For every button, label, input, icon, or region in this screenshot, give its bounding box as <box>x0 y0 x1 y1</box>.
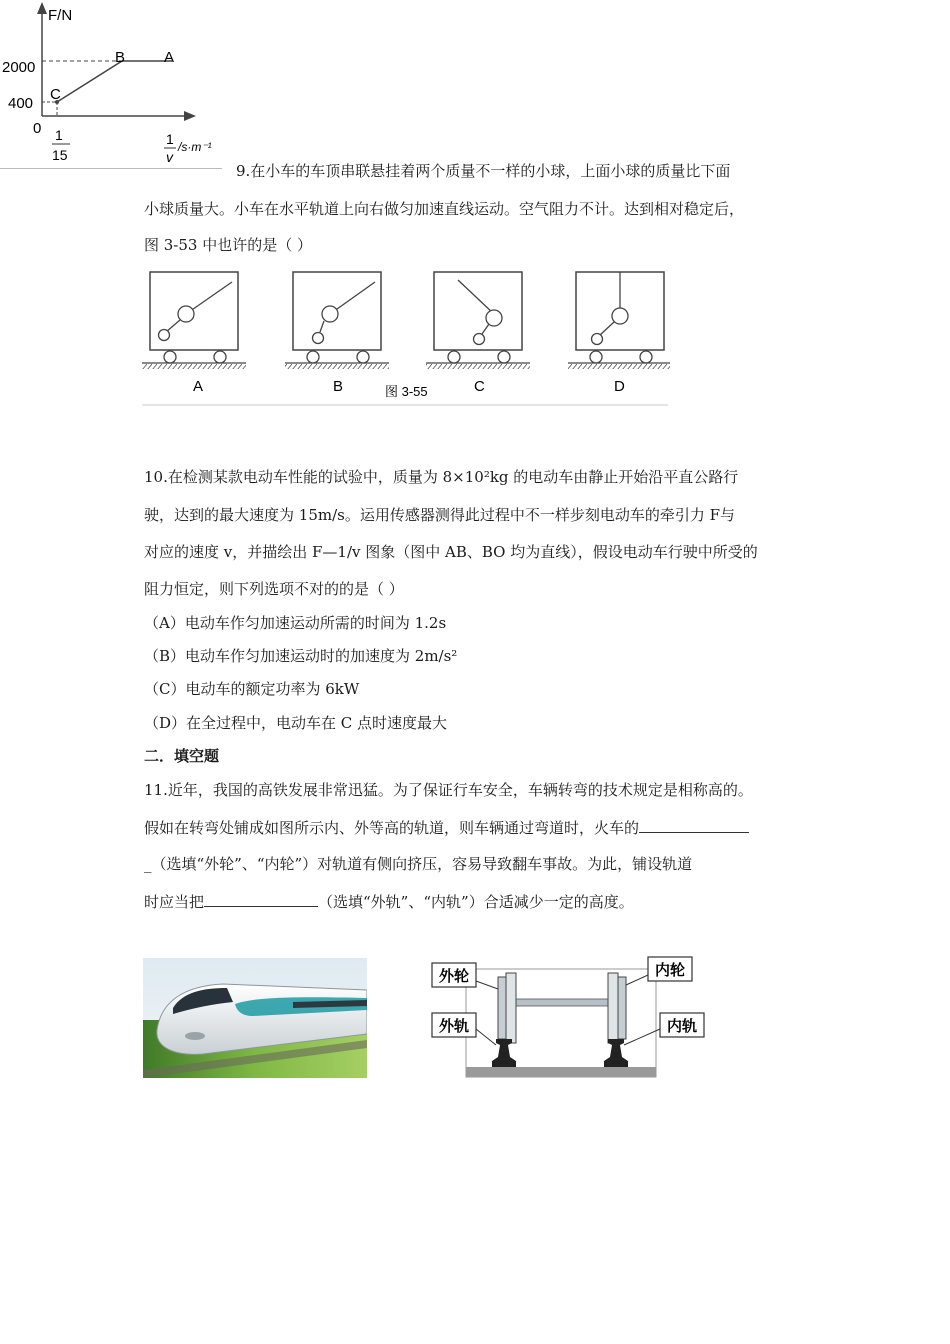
x-axis-denominator: v <box>166 149 173 165</box>
q9-line-3: 图 3-53 中也许的是（ ） <box>144 236 313 254</box>
origin-label: 0 <box>33 120 42 137</box>
q10-option-b: （B）电动车作匀加速运动时的加速度为 2m/s² <box>144 647 458 665</box>
q10-option-a: （A）电动车作匀加速运动所需的时间为 1.2s <box>144 614 447 632</box>
q11-line-1: 11.近年，我国的高铁发展非常迅猛。为了保证行车安全，车辆转弯的技术规定是相称高的。 <box>144 781 753 799</box>
label-outer-wheel: 外轮 <box>439 968 470 985</box>
x-tick-numerator: 1 <box>55 127 63 143</box>
x-axis-numerator: 1 <box>166 131 174 147</box>
y-tick-2000: 2000 <box>2 59 36 76</box>
rail-wheel-diagram <box>430 955 710 1080</box>
section-title: 二．填空题 <box>144 747 220 765</box>
x-tick-denominator: 15 <box>52 147 68 163</box>
q10-option-c: （C）电动车的额定功率为 6kW <box>144 680 360 698</box>
answer-blank-1[interactable] <box>639 817 749 833</box>
divider-line <box>0 168 222 169</box>
point-a-label: A <box>164 49 175 66</box>
cart-pendulum-figure <box>142 268 670 408</box>
q10-line-3: 对应的速度 v，并描绘出 F—1/v 图象（图中 AB、BO 均为直线），假设电动车行驶中所受的 <box>144 543 758 561</box>
q11-line-2 <box>144 817 749 838</box>
figure-caption: 图 3-55 <box>385 384 428 399</box>
q11-line-4-post: （选填“外轨”、“内轨”）合适减少一定的高度。 <box>318 893 634 911</box>
cart-label-d: D <box>614 378 625 395</box>
cart-option-a <box>142 272 246 369</box>
cart-option-b <box>285 272 389 369</box>
cart-label-c: C <box>474 378 485 395</box>
q10-line-4: 阻力恒定，则下列选项不对的的是（ ） <box>144 580 404 598</box>
y-axis-label: F/N <box>48 7 73 24</box>
q10-line-2: 驶，达到的最大速度为 15m/s。运用传感器测得此过程中不一样步刻电动车的牵引力 F与 <box>144 506 736 524</box>
high-speed-train-photo <box>143 958 367 1078</box>
y-tick-400: 400 <box>8 95 34 112</box>
answer-blank-2[interactable] <box>204 891 318 907</box>
q11-line-2-text: 假如在转弯处铺成如图所示内、外等高的轨道，则车辆通过弯道时，火车的 <box>144 819 640 837</box>
cart-label-b: B <box>333 378 344 395</box>
x-axis-unit: /s·m⁻¹ <box>178 140 212 154</box>
q10-option-d: （D）在全过程中，电动车在 C 点时速度最大 <box>144 714 448 732</box>
q11-line-4-pre: 时应当把 <box>144 893 205 911</box>
q9-line-2: 小球质量大。小车在水平轨道上向右做匀加速直线运动。空气阻力不计。达到相对稳定后， <box>144 200 745 218</box>
cart-option-c <box>426 272 530 369</box>
q11-line-4 <box>144 891 634 912</box>
label-outer-rail: 外轨 <box>439 1018 470 1035</box>
point-c-label: C <box>50 86 61 103</box>
cart-label-a: A <box>193 378 204 395</box>
q10-line-1: 10.在检测某款电动车性能的试验中，质量为 8×10²kg 的电动车由静止开始沿平直公路行 <box>144 468 739 486</box>
q11-line-3: _（选填“外轮”、“内轮”）对轨道有侧向挤压，容易导致翻车事故。为此，铺设轨道 <box>144 855 693 873</box>
force-velocity-graph <box>0 0 235 170</box>
label-inner-wheel: 内轮 <box>655 962 686 979</box>
cart-option-d <box>568 272 670 369</box>
q9-line-1: 9.在小车的车顶串联悬挂着两个质量不一样的小球，上面小球的质量比下面 <box>236 162 731 180</box>
point-b-label: B <box>115 49 126 66</box>
label-inner-rail: 内轨 <box>667 1018 698 1035</box>
